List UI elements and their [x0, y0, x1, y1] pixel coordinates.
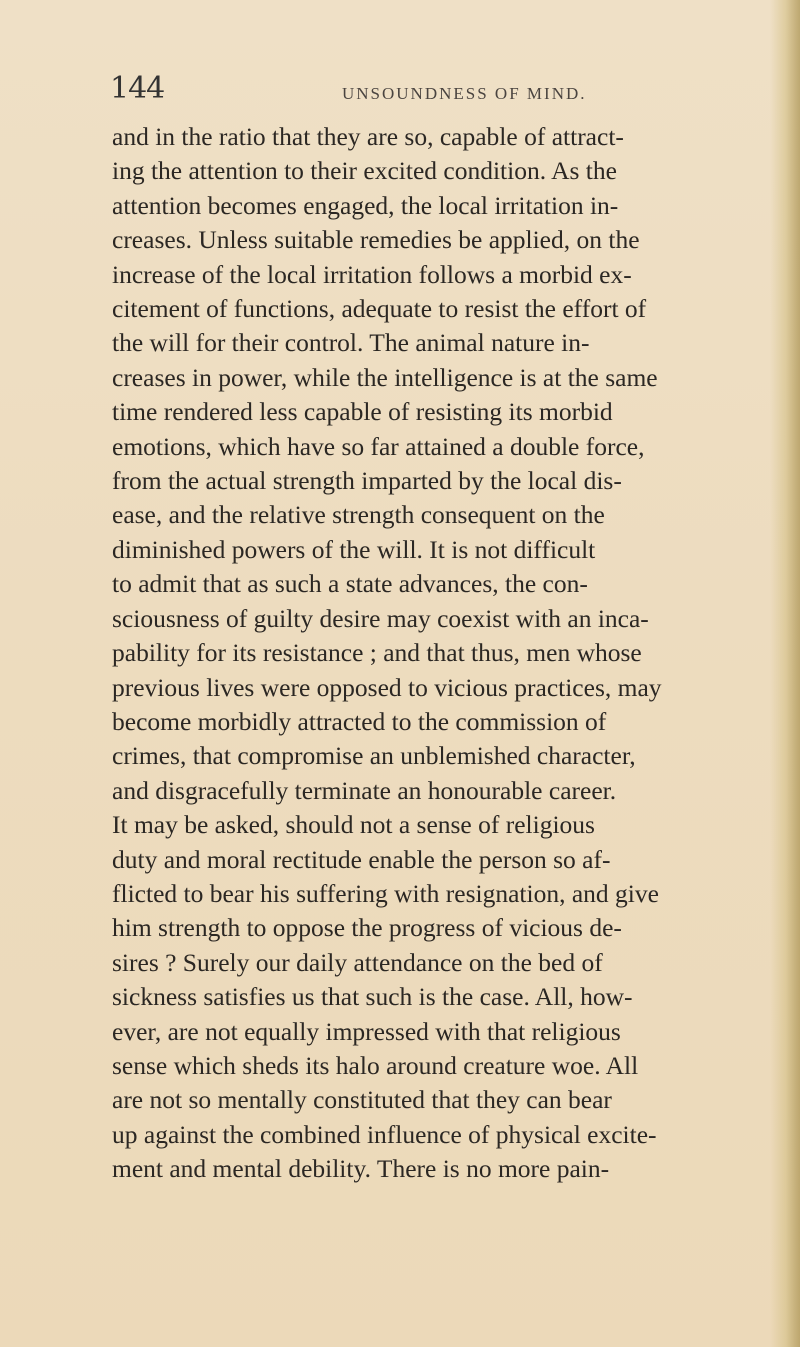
text-line: duty and moral rectitude enable the person so af- [112, 844, 611, 874]
text-line: him strength to oppose the progress of vicious de- [112, 913, 622, 943]
text-line: and in the ratio that they are so, capable of attract- [112, 122, 624, 151]
text-line: citement of functions, adequate to resist the effort of [112, 294, 647, 324]
text-line: from the actual strength imparted by the local dis- [112, 466, 622, 496]
text-line: become morbidly attracted to the commission of [112, 706, 607, 736]
text-line: ease, and the relative strength consequent on the [112, 500, 605, 530]
text-line: flicted to bear his suffering with resignation, and give [112, 878, 659, 908]
text-line: attention becomes engaged, the local irritation in- [112, 190, 619, 220]
text-line: sickness satisfies us that such is the case. All, how- [112, 982, 633, 1012]
text-line: previous lives were opposed to vicious practices, may [112, 672, 662, 702]
text-line: creases. Unless suitable remedies be applied, on the [112, 225, 640, 255]
text-line: ever, are not equally impressed with that religious [112, 1016, 621, 1046]
text-line: It may be asked, should not a sense of religious [112, 810, 595, 840]
text-line: sires ? Surely our daily attendance on the bed of [112, 947, 603, 977]
text-line: diminished powers of the will. It is not difficult [112, 534, 596, 564]
text-line: time rendered less capable of resisting its morbid [112, 397, 613, 427]
text-line: creases in power, while the intelligence is at the same [112, 362, 658, 392]
text-line: ment and mental debility. There is no more pain- [112, 1154, 610, 1184]
text-line: pability for its resistance ; and that thus, men whose [112, 638, 642, 668]
text-line: sciousness of guilty desire may coexist with an inca- [112, 603, 649, 633]
text-line: crimes, that compromise an unblemished character, [112, 741, 636, 771]
text-line: the will for their control. The animal nature in- [112, 328, 590, 358]
body-text [112, 120, 800, 1187]
text-line: and disgracefully terminate an honourable career. [112, 775, 617, 805]
text-line: up against the combined influence of physical excite- [112, 1119, 657, 1149]
running-head: UNSOUNDNESS OF MIND. [342, 84, 587, 103]
text-line: sense which sheds its halo around creature woe. All [112, 1050, 639, 1080]
text-line: increase of the local irritation follows a morbid ex- [112, 259, 632, 289]
text-line: to admit that as such a state advances, the con- [112, 569, 588, 599]
text-line: emotions, which have so far attained a double force, [112, 431, 645, 461]
page-header [0, 70, 800, 110]
text-line: are not so mentally constituted that they can bear [112, 1085, 612, 1115]
text-line: ing the attention to their excited condition. As the [112, 156, 617, 186]
page-number: 144 [110, 71, 165, 106]
